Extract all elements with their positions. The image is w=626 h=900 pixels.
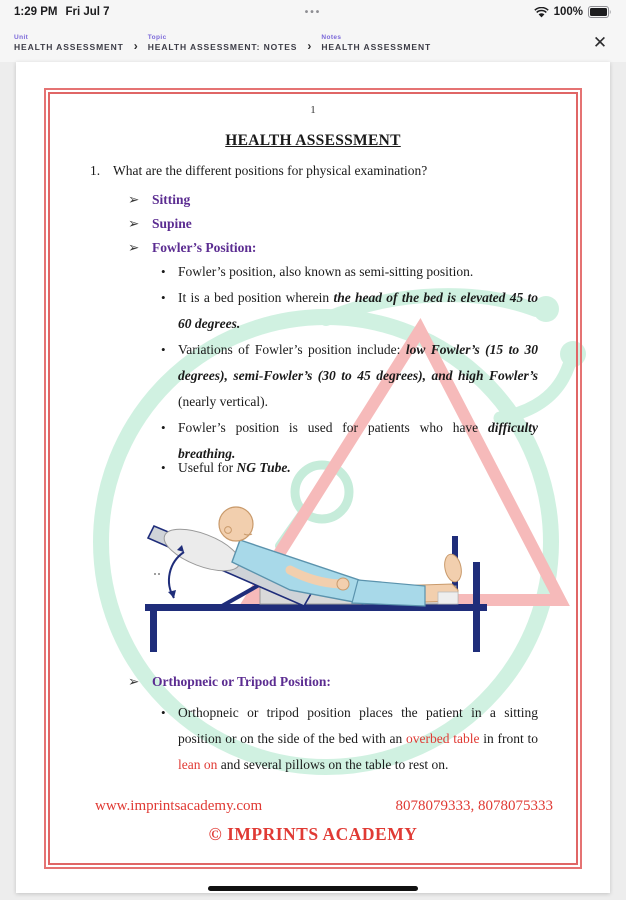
fowler-bullet-2 <box>161 285 538 337</box>
breadcrumb-notes[interactable] <box>321 34 431 52</box>
document-page <box>16 62 610 893</box>
bullet-icon: • <box>161 290 166 305</box>
fowlers-position-illustration <box>140 486 510 654</box>
document-content <box>16 62 610 893</box>
position-item-fowlers <box>128 240 256 256</box>
fowler-bullet-1 <box>161 259 538 285</box>
status-date: Fri Jul 7 <box>65 6 110 18</box>
breadcrumb-unit-value: HEALTH ASSESSMENT <box>14 42 124 52</box>
arrow-bullet-icon: ➢ <box>128 216 140 231</box>
position-label: Sitting <box>152 192 191 207</box>
breadcrumb-unit-label: Unit <box>14 34 29 41</box>
breadcrumb <box>14 34 431 53</box>
bullet-text: It is a bed position wherein the head of the bed is elevated 45 to 60 degrees. <box>178 290 538 331</box>
breadcrumb-notes-value: HEALTH ASSESSMENT <box>321 42 432 52</box>
footer-website-link[interactable]: www.imprintsacademy.com <box>95 798 263 814</box>
status-time: 1:29 PM <box>14 6 58 18</box>
menu-dots-icon[interactable]: ••• <box>304 6 322 18</box>
bullet-icon: • <box>161 342 166 357</box>
orthopneic-heading-text: Orthopneic or Tripod Position: <box>152 674 331 689</box>
bullet-text: Orthopneic or tripod position places the patient in a sitting position or on the side of the bed with an overbed table in front to lean on and several pillows on the table to rest on. <box>178 705 539 772</box>
question-number: 1. <box>90 163 101 178</box>
fowler-bullet-3 <box>161 337 538 415</box>
orthopneic-heading <box>128 674 331 690</box>
bullet-icon: • <box>161 460 166 475</box>
footer-contact-row <box>95 798 553 815</box>
breadcrumb-unit[interactable] <box>14 34 124 52</box>
bullet-icon: • <box>161 420 166 435</box>
orthopneic-bullet <box>161 700 538 778</box>
question-line <box>90 163 550 179</box>
bullet-text: Fowler’s position, also known as semi-sitting position. <box>178 264 474 279</box>
question-text: What are the different positions for physical examination? <box>113 163 428 178</box>
bullet-text: Fowler’s position is used for patients who have difficulty breathing. <box>178 420 538 461</box>
arrow-bullet-icon: ➢ <box>128 240 140 255</box>
chevron-right-icon: › <box>133 38 138 53</box>
fowler-bullet-5 <box>161 455 538 481</box>
footer-phone-numbers: 8078079333, 8078075333 <box>395 798 553 814</box>
breadcrumb-topic-label: Topic <box>147 34 167 41</box>
status-bar <box>0 0 626 24</box>
breadcrumb-bar <box>0 24 626 62</box>
position-label: Supine <box>152 216 192 231</box>
position-item-supine <box>128 216 192 232</box>
breadcrumb-topic[interactable] <box>148 34 298 52</box>
document-title: HEALTH ASSESSMENT <box>225 132 401 149</box>
home-indicator-bar[interactable] <box>208 886 418 891</box>
page-number: 1 <box>310 104 316 116</box>
bullet-text: Variations of Fowler’s position include: low Fowler’s (15 to 30 degrees), semi-Fowler’s (30 to 45 degrees), and high Fowler’s (nearly vertical). <box>178 342 538 409</box>
battery-icon <box>588 6 612 18</box>
battery-percent: 100% <box>553 6 583 18</box>
bullet-icon: • <box>161 264 166 279</box>
status-time-date <box>14 6 110 18</box>
footer-copyright: © IMPRINTS ACADEMY <box>208 824 418 844</box>
arrow-bullet-icon: ➢ <box>128 192 140 207</box>
arrow-bullet-icon: ➢ <box>128 674 140 689</box>
bullet-icon: • <box>161 705 166 720</box>
breadcrumb-topic-value: HEALTH ASSESSMENT: NOTES <box>147 42 298 52</box>
bullet-text: Useful for NG Tube. <box>178 460 291 475</box>
breadcrumb-notes-label: Notes <box>321 34 342 41</box>
chevron-right-icon: › <box>307 38 312 53</box>
position-label: Fowler’s Position: <box>152 240 257 255</box>
wifi-icon <box>534 7 549 18</box>
close-icon[interactable]: ✕ <box>592 33 608 52</box>
position-item-sitting <box>128 192 190 208</box>
